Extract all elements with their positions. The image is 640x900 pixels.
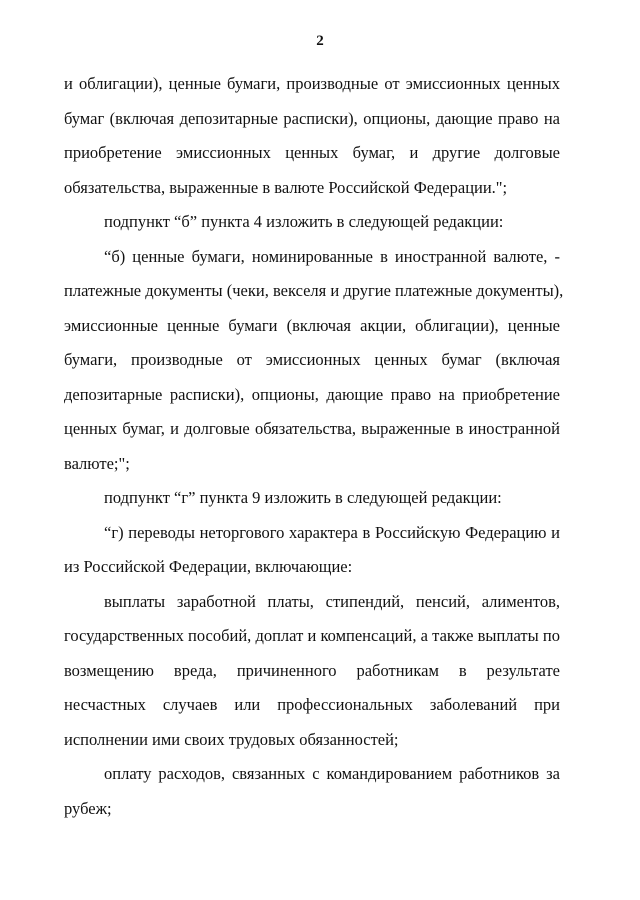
text-line: и облигации), ценные бумаги, производные от эмиссионных ценных [64,74,560,93]
text-line: платежные документы (чеки, векселя и другие платежные документы), [64,281,564,300]
text-line: возмещению вреда, причиненного работникам в результате [64,660,560,680]
text-line: из Российской Федерации, включающие: [64,557,353,576]
text-line: “б) ценные бумаги, номинированные в иностранной валюте, - [104,246,560,266]
text-line: бумаг (включая депозитарные расписки), опционы, дающие право на [64,108,560,128]
text-line: обязательства, выраженные в валюте Российской Федерации."; [64,177,508,197]
page-number: 2 [316,33,324,49]
text-line: государственных пособий, доплат и компенсаций, а также выплаты по [64,626,560,645]
text-line: несчастных случаев или профессиональных заболеваний при [64,695,560,714]
text-line: “г) переводы неторгового характера в Российскую Федерацию и [104,522,560,542]
text-line: эмиссионные ценные бумаги (включая акции, облигации), ценные [64,315,560,335]
text-line: выплаты заработной платы, стипендий, пенсий, алиментов, [104,591,560,611]
text-line: ценных бумаг, и долговые обязательства, выраженные в иностранной [64,419,560,438]
text-line: бумаги, производные от эмиссионных ценных бумаг (включая [64,350,560,369]
text-line: подпункт “б” пункта 4 изложить в следующей редакции: [104,212,504,231]
text-line: исполнении ими своих трудовых обязанностей; [64,729,399,749]
text-line: оплату расходов, связанных с командированием работников за [104,764,560,783]
text-line: подпункт “г” пункта 9 изложить в следующей редакции: [104,488,502,507]
text-line: приобретение эмиссионных ценных бумаг, и другие долговые [64,143,560,162]
text-line: депозитарные расписки), опционы, дающие право на приобретение [64,384,560,404]
document-body [64,67,564,826]
text-line: валюте;"; [64,453,130,473]
text-line: рубеж; [64,798,112,818]
